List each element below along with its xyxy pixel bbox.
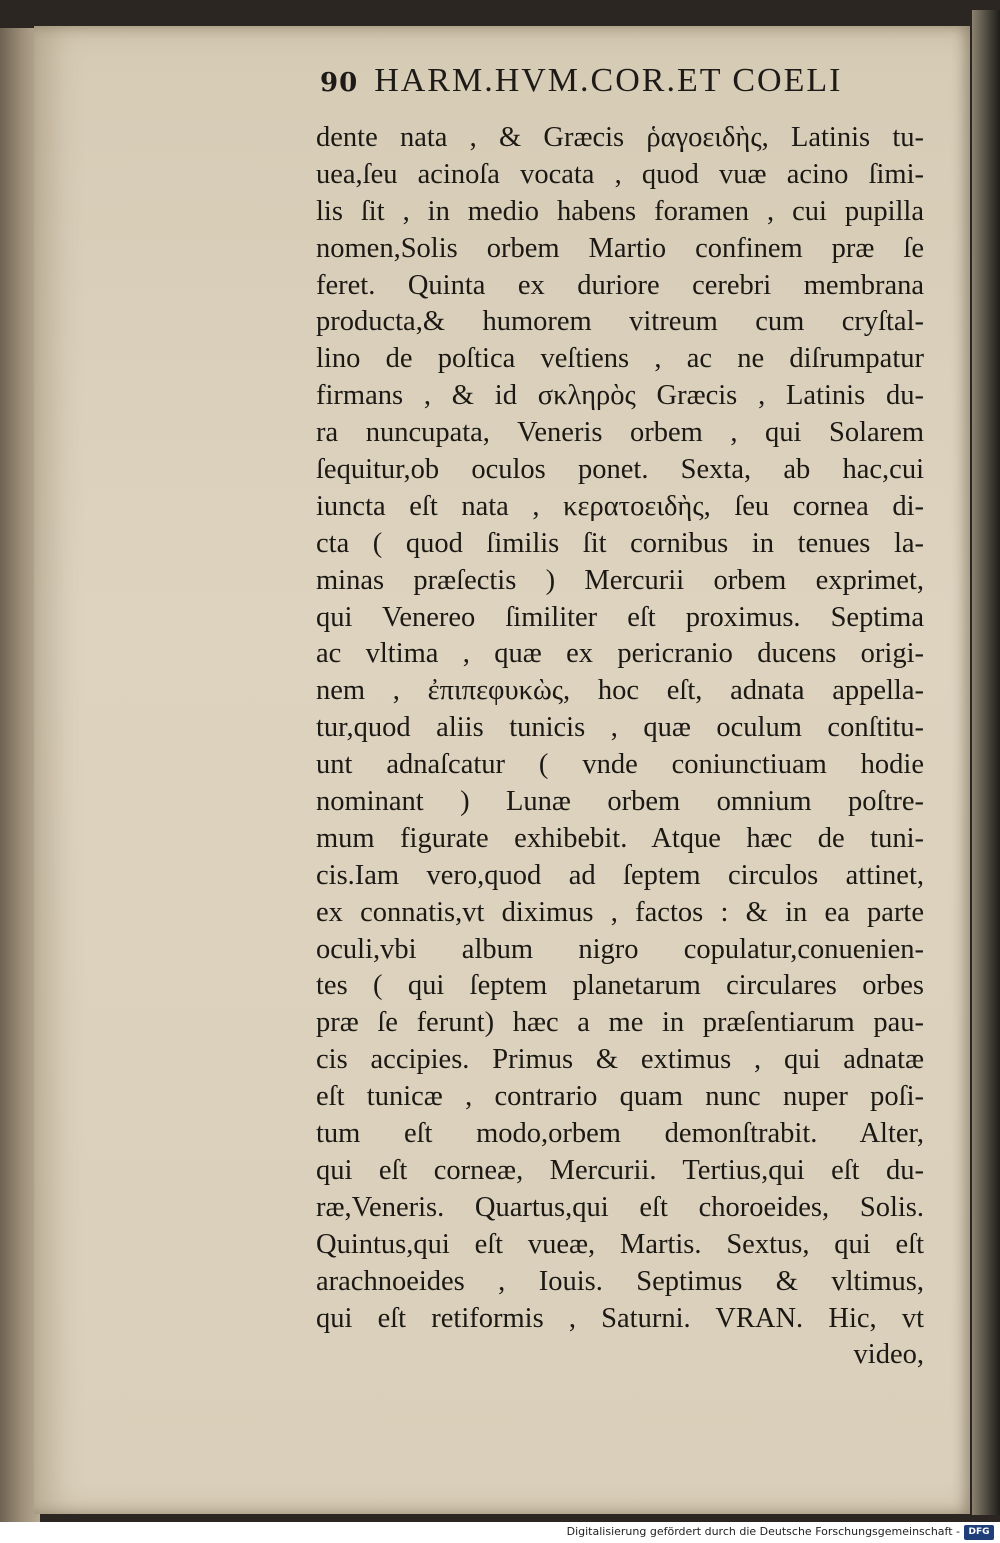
text-line: cis accipies. Primus & extimus , qui adnatæ xyxy=(316,1044,924,1076)
running-head: HARM.HVM.COR.ET COELI xyxy=(374,62,843,99)
text-line: firmans , & id σκληρὸς Græcis , Latinis du- xyxy=(316,380,924,412)
text-line: nem , ἐπιπεφυκὼς, hoc eſt, adnata appella- xyxy=(316,675,924,707)
text-line: tur,quod aliis tunicis , quæ oculum conſtitu- xyxy=(316,712,924,744)
text-line: lino de poſtica veſtiens , ac ne diſrumpatur xyxy=(316,343,924,375)
text-line: nominant ) Lunæ orbem omnium poſtre- xyxy=(316,786,924,818)
book-edge-right xyxy=(972,10,1000,1515)
text-line: Quintus,qui eſt vueæ, Martis. Sextus, qui eſt xyxy=(316,1228,924,1260)
text-line: dente nata , & Græcis ῥαγοειδὴς, Latinis tu- xyxy=(316,122,924,153)
text-line: eſt tunicæ , contrario quam nunc nuper poſi- xyxy=(316,1081,924,1113)
text-line: oculi,vbi album nigro copulatur,conuenien- xyxy=(316,933,924,965)
text-line: unt adnaſcatur ( vnde coniunctiuam hodie xyxy=(316,749,924,781)
text-line: uea,ſeu acinoſa vocata , quod vuæ acino ſimi- xyxy=(316,158,924,190)
text-line: tes ( qui ſeptem planetarum circulares orbes xyxy=(316,970,924,1002)
text-line: arachnoeides , Iouis. Septimus & vltimus, xyxy=(316,1265,924,1297)
funding-credit: Digitalisierung gefördert durch die Deutsche Forschungsgemeinschaft - xyxy=(566,1525,960,1538)
text-line: ſequitur,ob oculos ponet. Sexta, ab hac,cui xyxy=(316,454,924,486)
text-line: cis.Iam vero,quod ad ſeptem circulos attinet, xyxy=(316,859,924,891)
text-line: producta,& humorem vitreum cum cryſtal- xyxy=(316,306,924,338)
text-line: præ ſe ferunt) hæc a me in præſentiarum pau- xyxy=(316,1007,924,1039)
text-line: qui eſt retiformis , Saturni. VRAN. Hic, vt xyxy=(316,1302,924,1334)
text-line: ræ,Veneris. Quartus,qui eſt choroeides, Solis. xyxy=(316,1191,924,1223)
body-text xyxy=(316,120,924,1374)
text-line: nomen,Solis orbem Martio confinem præ ſe xyxy=(316,232,924,264)
text-line: feret. Quinta ex duriore cerebri membrana xyxy=(316,269,924,301)
text-line: minas præſectis ) Mercurii orbem exprimet, xyxy=(316,564,924,596)
text-line: lis ſit , in medio habens foramen , cui pupilla xyxy=(316,195,924,227)
digitization-footer xyxy=(0,1522,1000,1543)
text-line: qui Venereo ſimiliter eſt proximus. Septima xyxy=(316,601,924,633)
text-line: qui eſt corneæ, Mercurii. Tertius,qui eſt du- xyxy=(316,1154,924,1186)
text-line: tum eſt modo,orbem demonſtrabit. Alter, xyxy=(316,1118,924,1150)
dfg-logo: DFG xyxy=(964,1525,994,1540)
text-line: ex connatis,vt diximus , factos : & in ea parte xyxy=(316,896,924,928)
text-line: cta ( quod ſimilis ſit cornibus in tenues la- xyxy=(316,527,924,559)
text-line: ra nuncupata, Veneris orbem , qui Solarem xyxy=(316,417,924,449)
catchword: video, xyxy=(853,1339,924,1371)
page-header xyxy=(320,62,920,102)
page-number: 90 xyxy=(320,68,359,98)
text-line: mum figurate exhibebit. Atque hæc de tuni- xyxy=(316,822,924,854)
text-line: ac vltima , quæ ex pericranio ducens origi- xyxy=(316,638,924,670)
text-line: iuncta eſt nata , κερατοειδὴς, ſeu cornea di- xyxy=(316,490,924,522)
